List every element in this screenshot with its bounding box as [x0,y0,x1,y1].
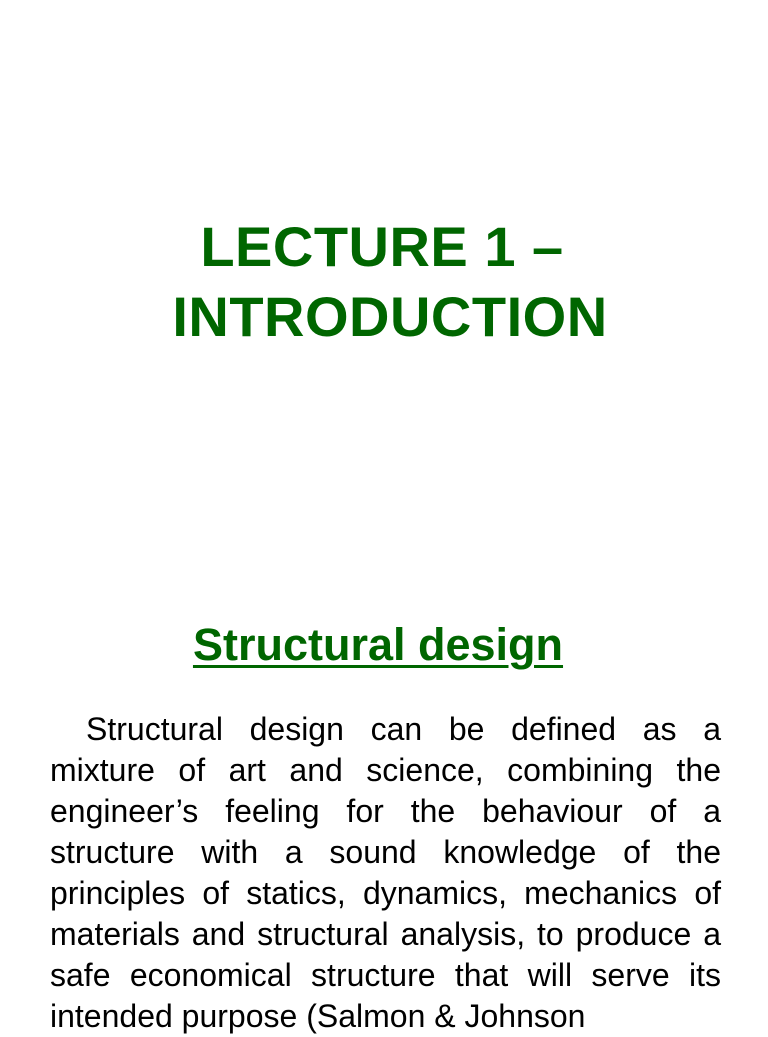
section-heading: Structural design [192,619,564,670]
lecture-title-line-2: INTRODUCTION [172,285,608,348]
lecture-title-line-1: LECTURE 1 – [200,215,564,278]
body-paragraph: Structural design can be defined as a mixture of art and science, combining the engineer’s feeling for the behaviour of a structure with a sound knowledge of the principles of statics, dynamics, mechanics of materials and structural analysis, to produce a safe economical structure that will serve its intended purpose (Salmon & Johnson [50,711,721,1034]
